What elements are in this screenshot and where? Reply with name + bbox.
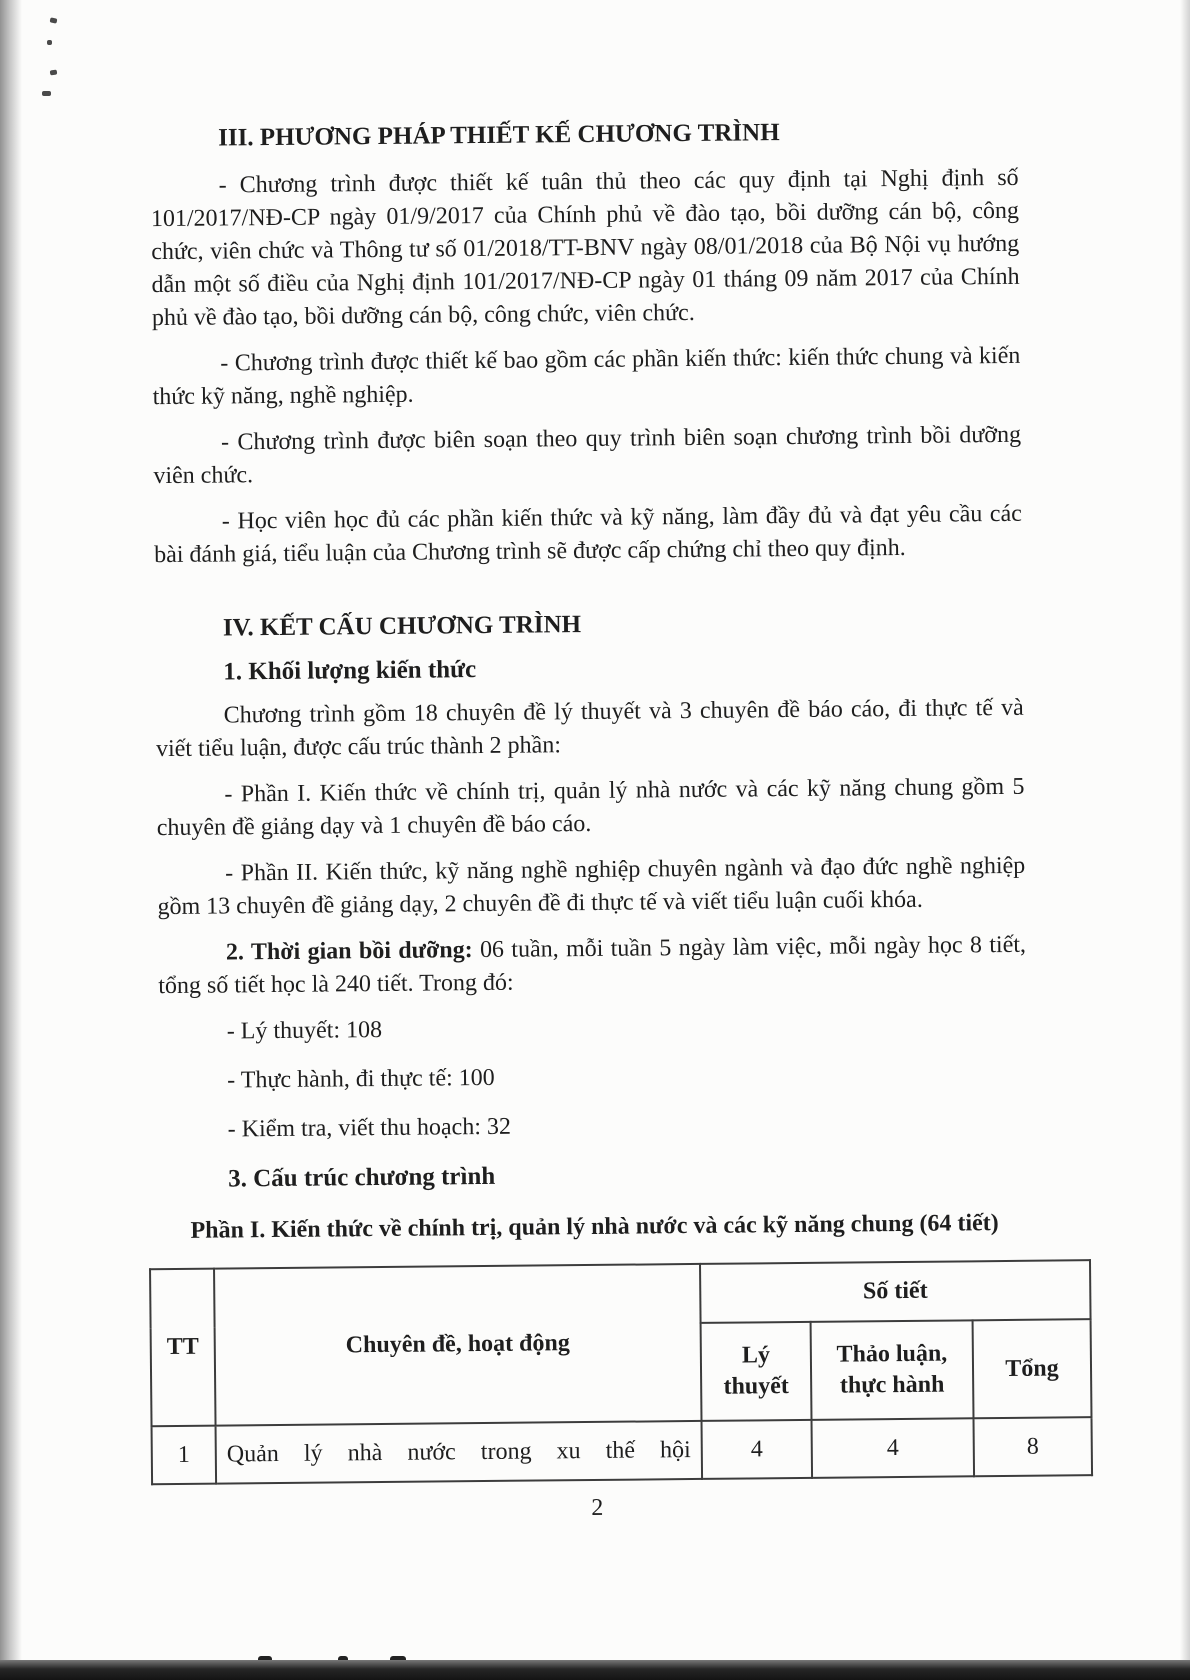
col-header-group-so-tiet: Số tiết bbox=[700, 1260, 1091, 1323]
part-i-table-title: Phần I. Kiến thức về chính trị, quản lý nhà nước và các kỹ năng chung (64 tiết) bbox=[190, 1210, 999, 1244]
binder-speck bbox=[50, 17, 58, 23]
paragraph: - Chương trình được biên soạn theo quy trình biên soạn chương trình bồi dưỡng viên chức. bbox=[153, 421, 1022, 490]
list-item: - Lý thuyết: 108 bbox=[226, 1016, 383, 1045]
col-header-theory: Lý thuyết bbox=[701, 1322, 812, 1421]
program-structure-table bbox=[149, 1259, 1093, 1485]
subsection-3-heading: 3. Cấu trúc chương trình bbox=[228, 1162, 496, 1193]
paragraph: - Chương trình được thiết kế tuân thủ theo các quy định tại Nghị định số 101/2017/NĐ-CP ngày 01/9/2017 của Chính phủ về đào tạo, bồi dưỡng cán bộ, công chức, viên chức và Thông tư số 01/2018/TT-BNV ngày 08/01/2018 của Bộ Nội vụ hướng dẫn một số điều của Nghị định 101/2017/NĐ-CP ngày 01 tháng 09 năm 2017 của Chính phủ về đào tạo, bồi dưỡng cán bộ, công chức, viên chức. bbox=[150, 164, 1020, 332]
scan-edge-right-shadow bbox=[1180, 0, 1190, 1680]
col-header-topic: Chuyên đề, hoạt động bbox=[214, 1264, 701, 1426]
paragraph: - Phần II. Kiến thức, kỹ năng nghề nghiệp chuyên ngành và đạo đức nghề nghiệp gồm 13 chuyên đề giảng dạy, 2 chuyên đề đi thực tế và viết tiểu luận cuối khóa. bbox=[157, 852, 1026, 921]
section-iv-heading: IV. KẾT CẤU CHƯƠNG TRÌNH bbox=[222, 611, 582, 642]
cell-discussion: 4 bbox=[812, 1418, 975, 1478]
list-item: - Thực hành, đi thực tế: 100 bbox=[227, 1064, 495, 1094]
cell-topic: Quản lý nhà nước trong xu thế hội bbox=[216, 1421, 703, 1484]
document-body bbox=[150, 114, 1059, 1526]
cell-total: 8 bbox=[973, 1417, 1092, 1476]
binder-speck bbox=[50, 70, 58, 76]
cell-tt: 1 bbox=[152, 1426, 217, 1485]
paragraph: - Chương trình được thiết kế bao gồm các phần kiến thức: kiến thức chung và kiến thức kỹ năng, nghề nghiệp. bbox=[152, 342, 1021, 411]
cell-theory: 4 bbox=[702, 1420, 813, 1479]
table-header-row bbox=[150, 1260, 1091, 1328]
subsection-1-heading: 1. Khối lượng kiến thức bbox=[223, 656, 477, 686]
subsection-2-heading: 2. Thời gian bồi dưỡng: bbox=[225, 937, 473, 966]
binder-speck bbox=[47, 40, 52, 45]
col-header-total: Tổng bbox=[973, 1319, 1092, 1418]
subsection-2-paragraph bbox=[158, 929, 1027, 1003]
list-item: - Kiểm tra, viết thu hoạch: 32 bbox=[227, 1113, 512, 1143]
binder-speck bbox=[42, 91, 51, 96]
col-header-tt: TT bbox=[150, 1269, 216, 1427]
scan-edge-left-shadow bbox=[0, 0, 22, 1680]
paragraph: - Học viên học đủ các phần kiến thức và kỹ năng, làm đầy đủ và đạt yêu cầu các bài đánh giá, tiểu luận của Chương trình sẽ được cấp chứng chỉ theo quy định. bbox=[154, 500, 1022, 569]
section-iii-heading: III. PHƯƠNG PHÁP THIẾT KẾ CHƯƠNG TRÌNH bbox=[218, 119, 780, 152]
scan-shadow-bottom bbox=[0, 1660, 1190, 1680]
col-header-discussion: Thảo luận, thực hành bbox=[811, 1320, 974, 1420]
paragraph: Chương trình gồm 18 chuyên đề lý thuyết và 3 chuyên đề báo cáo, đi thực tế và viết tiểu luận, được cấu trúc thành 2 phần: bbox=[155, 694, 1024, 763]
table-row bbox=[152, 1417, 1093, 1484]
subsection-2-text: 06 tuần, mỗi tuần 5 ngày làm việc, mỗi ngày học 8 tiết, tổng số tiết học là 240 tiết. Trong đó: bbox=[158, 931, 1027, 1000]
page-number: 2 bbox=[591, 1494, 604, 1521]
paragraph: - Phần I. Kiến thức về chính trị, quản lý nhà nước và các kỹ năng chung gồm 5 chuyên đề giảng dạy và 1 chuyên đề báo cáo. bbox=[156, 773, 1025, 842]
